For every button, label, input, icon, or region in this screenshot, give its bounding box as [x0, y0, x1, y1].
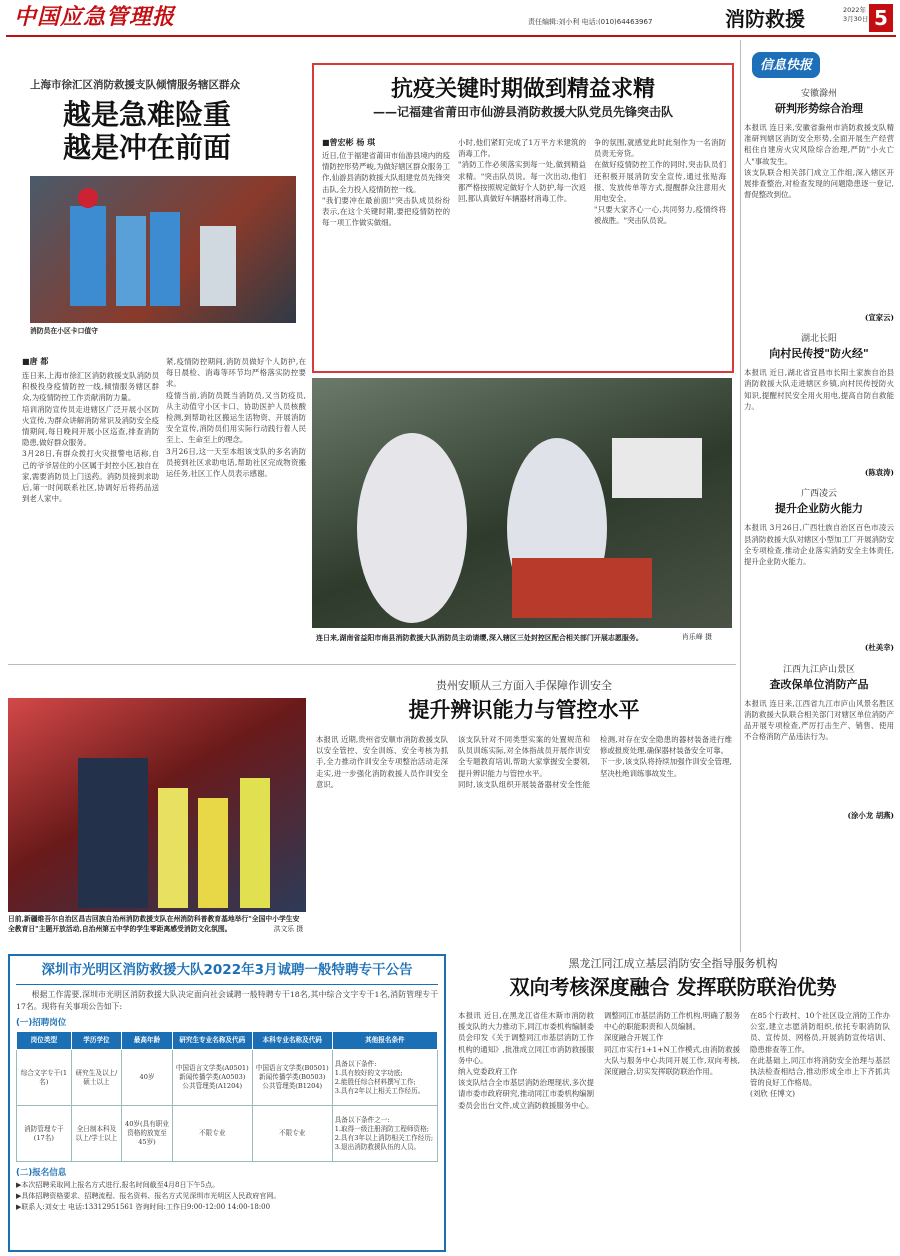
- article-byline: ■唐 都: [22, 357, 49, 366]
- article-kicker: 上海市徐汇区消防救援支队倾情服务辖区群众: [30, 79, 240, 91]
- table-cell: 不限专业: [252, 1106, 332, 1162]
- article-body-col3: 在85个行政村、10个社区设立消防工作办公室,建立志愿消防组织,依托专职消防队员、宣传员、网格员,开展消防宣传培训、隐患排查等工作。 在此基础上,同江市将消防安全治理与基层执法检查相结合,推动形成全市上下齐抓共管的良好工作格局。 (刘欣 任博文): [750, 1011, 890, 1099]
- ad-section-heading: (一)招聘岗位: [16, 1018, 67, 1028]
- article-body-col3: 争的氛围,就感觉此时此刻作为一名消防员责无旁贷。 在做好疫情防控工作的同时,突击队员们还积极开展消防安全宣传,通过张贴海报、发放传单等方式,提醒群众注意用火用电安全。 "只要大家齐心一心,共同努力,疫情终将被战胜。"突击队员说。: [594, 138, 726, 226]
- brief-region: 江西九江庐山景区: [782, 664, 855, 675]
- table-cell: 综合文字专干(1名): [17, 1050, 72, 1106]
- table-row: [17, 1106, 438, 1162]
- brief-body: 本报讯 3月26日,广西壮族自治区百色市凌云县消防救援大队对辖区小型加工厂开展消防安全专项检查,推动企业落实消防安全主体责任,提升企业防火能力。: [744, 523, 894, 567]
- brief-item-3: [744, 488, 894, 653]
- article-body-col1: 近日,位于福建省莆田市仙游县境内的疫情防控形势严峻,为做好辖区群众服务工作,仙游县消防救援大队组建党员先锋突击队,全力投入疫情防控一线。 "我们要冲在最前面!"突击队成员纷纷表示,在这个关键时期,要把疫情防控的每一项工作做实做细。: [322, 151, 450, 228]
- table-cell: 40岁: [122, 1050, 173, 1106]
- article-byline: ■曾宏彬 杨 琪: [322, 138, 376, 147]
- table-header: 学历学位: [71, 1032, 122, 1050]
- section-title: 消防救援: [725, 7, 805, 31]
- brief-credit: (陈袁涛): [864, 468, 894, 478]
- sidebar-logo-badge: [752, 52, 820, 78]
- article-anshun: [312, 668, 736, 946]
- newspaper-logo: 中国应急管理报: [14, 4, 176, 30]
- main-photo: [312, 378, 732, 628]
- jobs-table: [16, 1031, 438, 1162]
- article-headline: 提升辨识能力与管控水平: [408, 697, 640, 722]
- table-cell: 40岁(具有职业资格的放宽至45岁): [122, 1106, 173, 1162]
- table-cell: 不限专业: [172, 1106, 252, 1162]
- photo-placeholder-icon: [8, 698, 306, 912]
- article-photo-xinjiang: [8, 698, 306, 912]
- table-header: 本科专业名称及代码: [252, 1032, 332, 1050]
- table-cell: 具备以下条件之一: 1.取得一级注册消防工程师资格; 2.具有3年以上消防相关工作经历; 3.退出消防救援队伍的人员。: [332, 1106, 437, 1162]
- article-body-col2: 小时,他们紧盯完成了1万平方米建筑的消毒工作。 "消防工作必须落实到每一处,做到精益求精。"突击队员说。每一次出动,他们都严格按照规定做好个人防护,每一次返回,都认真做好车辆器材消毒工作。: [458, 138, 586, 204]
- sidebar-divider: [740, 40, 741, 952]
- photo-credit: 洪文乐 摄: [273, 925, 304, 933]
- brief-title: 向村民传授"防火经": [769, 347, 869, 361]
- sidebar-logo: 信息快报: [760, 58, 813, 73]
- ad-info-line: ▶本次招聘采取网上报名方式进行,报名时间截至4月8日下午5点。: [16, 1181, 219, 1189]
- brief-credit: (涂小龙 胡燕): [847, 810, 894, 820]
- article-kicker: 黑龙江同江成立基层消防安全指导服务机构: [568, 957, 778, 970]
- section-divider: [8, 664, 736, 665]
- article-headline: 双向考核深度融合 发挥联防联治优势: [509, 975, 837, 999]
- article-tongjiang: [452, 954, 894, 1252]
- table-header: 其他报名条件: [332, 1032, 437, 1050]
- brief-region: 广西凌云: [800, 489, 837, 500]
- article-headline: 抗疫关键时期做到精益求精: [390, 76, 655, 102]
- brief-region: 湖北长阳: [800, 334, 837, 345]
- table-header: 研究生专业名称及代码: [172, 1032, 252, 1050]
- brief-credit: (杜美幸): [864, 643, 894, 653]
- sidebar: [744, 52, 894, 952]
- main-photo-caption: [316, 632, 732, 643]
- table-header: 岗位类型: [17, 1032, 72, 1050]
- table-header-row: [17, 1032, 438, 1050]
- photo-caption: 消防员在小区卡口值守: [30, 327, 98, 335]
- ad-section-heading: (二)报名信息: [16, 1168, 67, 1178]
- photo-credit: 肖乐峰 摄: [681, 633, 712, 641]
- photo-placeholder-icon: [312, 378, 732, 628]
- article-photo: [30, 176, 296, 323]
- table-cell: 消防管理专干(17名): [17, 1106, 72, 1162]
- photo-placeholder-icon: [30, 176, 296, 323]
- brief-body: 本报讯 连日来,江西省九江市庐山风景名胜区消防救援大队联合相关部门对辖区单位消防产品开展专项检查,严厉打击生产、销售、使用不合格消防产品违法行为。: [744, 698, 894, 742]
- brief-body: 本报讯 连日来,安徽省滁州市消防救援支队精准研判辖区消防安全形势,全面开展生产经营租住自建房火灾风险综合治理,严防"小火亡人"事故发生。 该支队联合相关部门成立工作组,深入辖区开展排查整治,对检查发现的问题隐患逐一登记,督促整改到位。: [744, 123, 894, 200]
- article-shanghai: [8, 60, 306, 660]
- table-cell: 全日制本科及以上/学士以上: [71, 1106, 122, 1162]
- editor-info: 责任编辑:刘小利 电话:(010)64463967: [528, 18, 653, 26]
- table-cell: 中国语言文学类(B0501) 新闻传播学类(B0503) 公共管理类(B1204): [252, 1050, 332, 1106]
- masthead: [0, 0, 900, 36]
- table-cell: 具备以下条件: 1.具有较好的文字功底; 2.能胜任综合材料撰写工作; 3.具有2年以上相关工作经历。: [332, 1050, 437, 1106]
- page-number-badge: [869, 4, 893, 32]
- ad-info-line: ▶具体招聘资格要求、招聘流程、报名资料、报名方式见深圳市光明区人民政府官网。: [16, 1192, 281, 1200]
- caption-text: 日前,新疆维吾尔自治区昌吉回族自治州消防救援支队在州消防科普教育基地举行"全国中小学生安全教育日"主题开放活动,自治州第五中学的学生零距离感受消防文化氛围。: [8, 915, 300, 933]
- brief-credit: (宣家云): [864, 313, 894, 322]
- ad-intro: 根据工作需要,深圳市光明区消防救援大队决定面向社会诚聘一般特聘专干18名,其中综合文字专干1名,消防管理专干17名。现将有关事项公告如下:: [16, 990, 438, 1011]
- page-number: 5: [874, 6, 888, 30]
- article-subtitle: ——记福建省莆田市仙游县消防救援大队党员先锋突击队: [372, 105, 673, 119]
- brief-title: 查改保单位消防产品: [769, 677, 869, 691]
- article-body-col1: 连日来,上海市徐汇区消防救援支队消防员积极投身疫情防控一线,倾情服务辖区群众,为疫情防控工作贡献消防力量。 培训消防宣传员走进辖区广泛开展小区防火宣传,为群众讲解消防常识及消防安全疫情期间,每日晚间开展小区巡查,排查消防隐患,做好群众服务。 3月28日,有群众拨打火灾报警电话称,自己的爷爷居住的小区属于封控小区,独自在家,需要消防员上门送药。消防员接到求助后,第一时间联系社区,协调好后将药品送到老人家中。: [22, 371, 159, 504]
- photo-caption: [8, 914, 306, 934]
- table-cell: 中国语言文学类(A0501) 新闻传播学类(A0503) 公共管理类(A1204): [172, 1050, 252, 1106]
- brief-body: 本报讯 近日,湖北省宜昌市长阳土家族自治县消防救援大队走进辖区乡镇,向村民传授防火知识,提醒村民安全用火用电,提高自防自救能力。: [744, 368, 894, 411]
- caption-text: 连日来,湖南省益阳市南县消防救援大队消防员主动请缨,深入辖区三处封控区配合相关部门开展志愿服务。: [316, 633, 643, 642]
- ad-info-line: ▶联系人:刘女士 电话:13312951561 咨询时间:工作日9:00-12:00 14:00-18:00: [16, 1203, 271, 1211]
- brief-item-1: [744, 88, 894, 323]
- brief-item-2: [744, 333, 894, 478]
- brief-item-4: [744, 664, 894, 821]
- brief-title: 提升企业防火能力: [775, 502, 863, 516]
- article-body-col2: 紧,疫情防控期间,消防员做好个人防护,在每日晨检、消毒等环节均严格落实防控要求。 疫情当前,消防员既当消防员,又当防疫员,从主动值守小区卡口、协助医护人员核酸检测,到帮助社区搬运生活物资、开展消防安全宣传,消防员们用实际行动践行着人民至上、生命至上的理念。 3月26日,这一天至本组该支队的多名消防员接到社区求助电话,帮助社区完成物资搬运任务,社区工作人员表示感谢。: [166, 357, 306, 479]
- table-row: [17, 1050, 438, 1106]
- article-kicker: 贵州安顺从三方面入手保障作训安全: [436, 679, 612, 692]
- article-body: 本报讯 近期,贵州省安顺市消防救援支队以安全管控、安全训练、安全考核为抓手,全力推动作训安全专项整治活动走深走实,进一步强化消防救援人员作训安全意识。 该支队针对不同类型实案的处置规范和队员训练实际,对全体指战员开展作训安全专题教育培训,帮助大家掌握安全要领,提升辨识能力与管控水平。 同时,该支队组织开展装备器材安全性能检测,对存在安全隐患的器材装备进行维修或报废处理,确保器材装备安全可靠。 下一步,该支队将持续加强作训安全管理,坚决杜绝训练事故发生。: [316, 735, 732, 789]
- article-putian: [312, 63, 734, 373]
- article-headline: 越是急难险重 越是冲在前面: [62, 98, 231, 164]
- ad-title: 深圳市光明区消防救援大队2022年3月诚聘一般特聘专干公告: [16, 960, 438, 985]
- issue-date: 2022年 3月30日: [843, 6, 869, 23]
- article-body-col1: 本报讯 近日,在黑龙江省佳木斯市消防救援支队的大力推动下,同江市委机构编制委员会印发《关于调整同江市基层消防工作机构的通知》,批准成立同江市消防救援服务中心。 纳入党委政府工作 该支队结合全市基层消防治理现状,多次提请市委市政府研究,推动同江市委机构编制委员会出台文件,成立消防救援服务中心。: [458, 1011, 594, 1110]
- masthead-rule: [6, 35, 896, 37]
- table-cell: 研究生及以上/硕士以上: [71, 1050, 122, 1106]
- article-body-col2: 调整同江市基层消防工作机构,明确了服务中心的职能职责和人员编制。 深度融合开展工作 同江市实行1+1+N工作模式,由消防救援大队与服务中心共同开展工作,双向考核,深度融合,切实发挥联防联治作用。: [604, 1011, 740, 1077]
- brief-title: 研判形势综合治理: [775, 102, 863, 115]
- recruitment-ad: [8, 954, 446, 1252]
- brief-region: 安徽滁州: [800, 89, 837, 99]
- table-header: 最高年龄: [122, 1032, 173, 1050]
